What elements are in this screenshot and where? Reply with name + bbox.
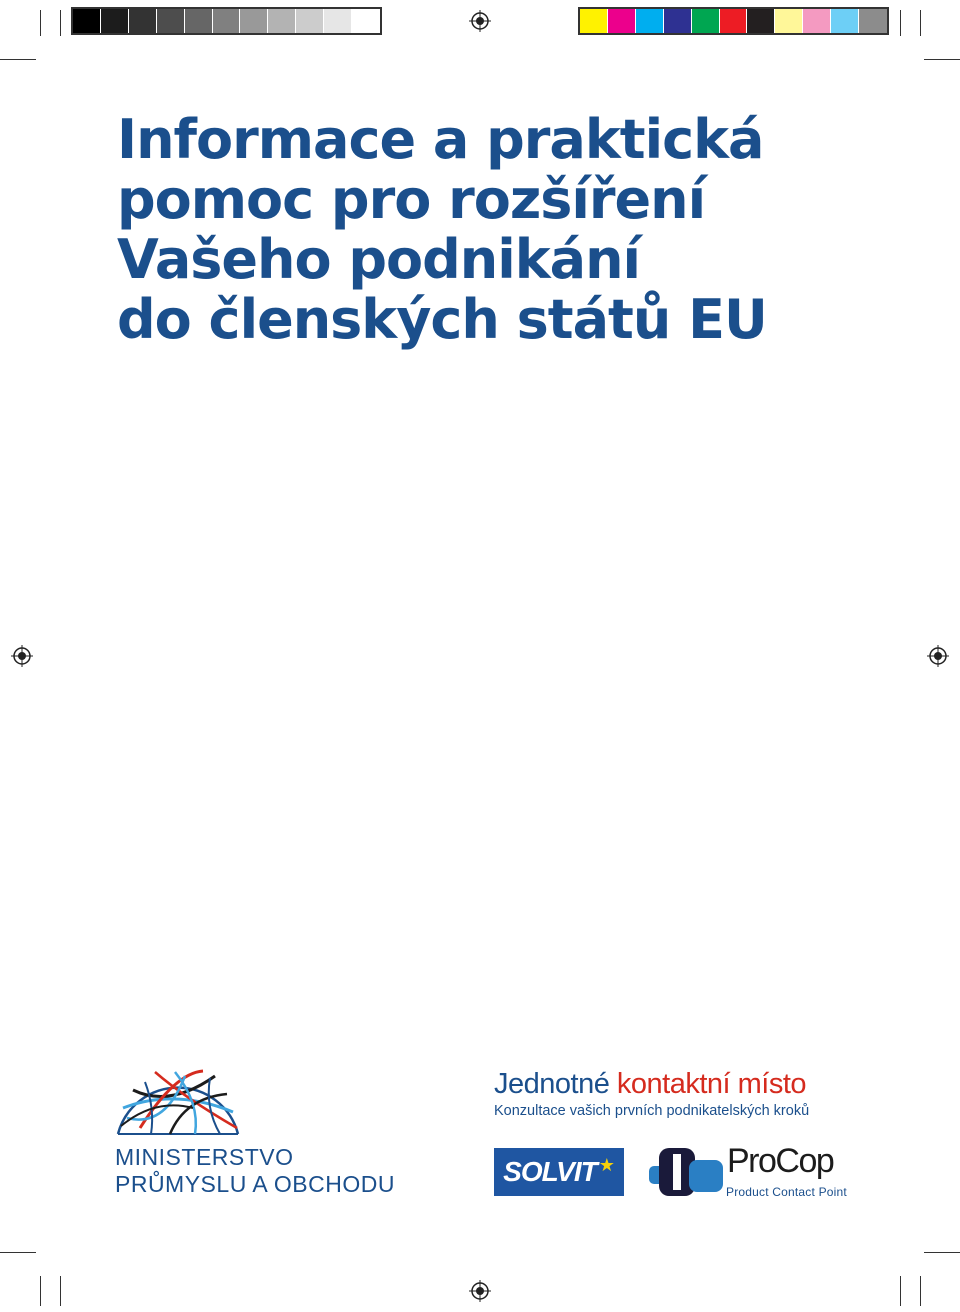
color-swatch xyxy=(101,9,129,33)
crop-mark xyxy=(0,59,36,60)
ministry-name-line2: PRŮMYSLU A OBCHODU xyxy=(115,1171,395,1197)
color-swatch xyxy=(636,9,664,33)
color-swatch xyxy=(747,9,775,33)
crop-mark xyxy=(900,1276,901,1306)
registration-mark-icon xyxy=(927,645,949,667)
star-icon: ★ xyxy=(598,1154,615,1176)
single-contact-point-title xyxy=(494,1068,854,1100)
color-swatch xyxy=(213,9,241,33)
globe-network-icon xyxy=(115,1068,241,1136)
color-swatch xyxy=(352,9,380,33)
crop-mark xyxy=(924,59,960,60)
color-swatch xyxy=(580,9,608,33)
solvit-logo xyxy=(494,1148,624,1196)
color-swatch xyxy=(775,9,803,33)
color-swatch xyxy=(720,9,748,33)
color-swatch xyxy=(268,9,296,33)
crop-mark xyxy=(920,10,921,36)
procop-mark-icon xyxy=(649,1146,725,1198)
crop-mark xyxy=(40,10,41,36)
color-swatch xyxy=(803,9,831,33)
color-calibration-strip xyxy=(578,7,889,35)
crop-mark xyxy=(60,10,61,36)
crop-mark xyxy=(40,1276,41,1306)
color-swatch xyxy=(692,9,720,33)
crop-mark xyxy=(924,1252,960,1253)
jkm-title-part1: Jednotné xyxy=(494,1068,617,1100)
crop-mark xyxy=(900,10,901,36)
jkm-title-part2: kontaktní místo xyxy=(616,1068,807,1100)
color-swatch xyxy=(664,9,692,33)
title-line: Informace a praktická xyxy=(117,108,764,171)
color-swatch xyxy=(859,9,887,33)
title-line: Vašeho podnikání xyxy=(117,228,641,291)
color-swatch xyxy=(240,9,268,33)
grayscale-calibration-strip xyxy=(71,7,382,35)
registration-mark-icon xyxy=(469,1280,491,1302)
color-swatch xyxy=(185,9,213,33)
color-swatch xyxy=(157,9,185,33)
registration-mark-icon xyxy=(469,10,491,32)
ministry-name-line1: MINISTERSTVO xyxy=(115,1144,294,1170)
ministry-logo xyxy=(115,1068,415,1198)
procop-name: ProCop xyxy=(727,1142,834,1180)
registration-mark-icon xyxy=(11,645,33,667)
solvit-logo-text: SOLVIT xyxy=(503,1156,597,1187)
color-swatch xyxy=(324,9,352,33)
title-line: do členských států EU xyxy=(117,288,767,351)
color-swatch xyxy=(73,9,101,33)
crop-mark xyxy=(920,1276,921,1306)
color-swatch xyxy=(608,9,636,33)
procop-tagline: Product Contact Point xyxy=(726,1185,847,1199)
single-contact-point-subtitle: Konzultace vašich prvních podnikatelských kroků xyxy=(494,1103,810,1119)
page-title xyxy=(117,110,767,350)
single-contact-point-block xyxy=(494,1068,854,1121)
color-swatch xyxy=(129,9,157,33)
title-line: pomoc pro rozšíření xyxy=(117,168,706,231)
color-swatch xyxy=(831,9,859,33)
crop-mark xyxy=(60,1276,61,1306)
crop-mark xyxy=(0,1252,36,1253)
procop-logo xyxy=(649,1142,859,1200)
color-swatch xyxy=(296,9,324,33)
